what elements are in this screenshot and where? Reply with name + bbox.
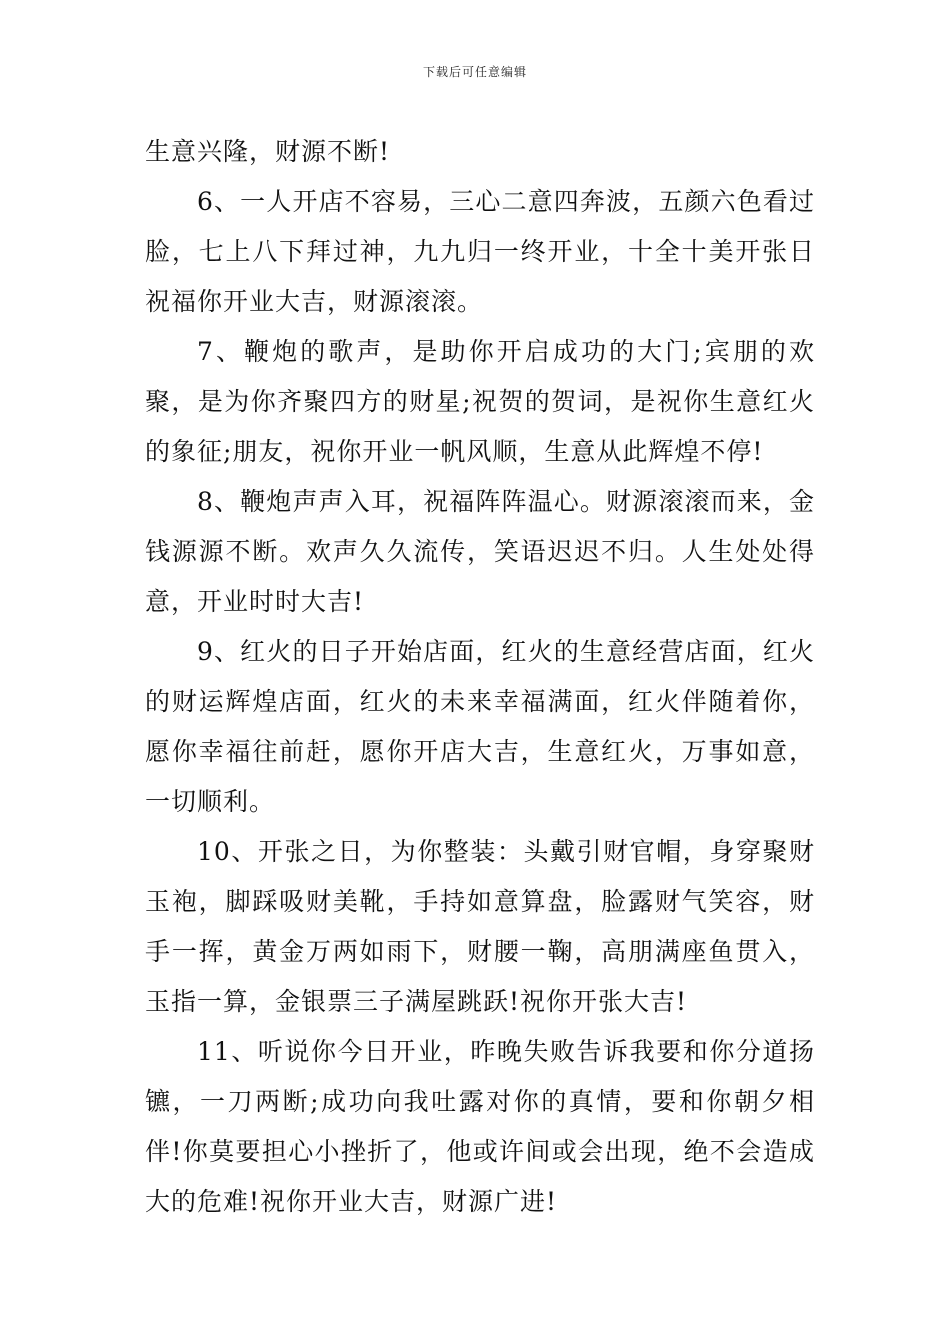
paragraph-continuation: 生意兴隆，财源不断! xyxy=(145,137,391,166)
paragraph-9: 9、红火的日子开始店面，红火的生意经营店面，红火的财运辉煌店面，红火的未来幸福满面，红火伴随着你，愿你幸福往前赶，愿你开店大吉，生意红火，万事如意，一切顺利。 xyxy=(145,637,815,816)
document-body xyxy=(145,127,815,1227)
paragraph-7: 7、鞭炮的歌声，是助你开启成功的大门;宾朋的欢聚，是为你齐聚四方的财星;祝贺的贺词，是祝你生意红火的象征;朋友，祝你开业一帆风顺，生意从此辉煌不停! xyxy=(145,337,815,466)
page-header: 下载后可任意编辑 xyxy=(422,65,527,79)
paragraph-11: 11、听说你今日开业，昨晚失败告诉我要和你分道扬镳，一刀两断;成功向我吐露对你的真情，要和你朝夕相伴!你莫要担心小挫折了，他或许间或会出现，绝不会造成大的危难!祝你开业大吉，财源广进! xyxy=(145,1037,815,1216)
paragraph-6: 6、一人开店不容易，三心二意四奔波，五颜六色看过脸，七上八下拜过神，九九归一终开业，十全十美开张日祝福你开业大吉，财源滚滚。 xyxy=(145,187,815,316)
paragraph-10: 10、开张之日，为你整装：头戴引财官帽，身穿聚财玉袍，脚踩吸财美靴，手持如意算盘，脸露财气笑容，财手一挥，黄金万两如雨下，财腰一鞠，高朋满座鱼贯入，玉指一算，金银票三子满屋跳跃!祝你开张大吉! xyxy=(145,837,815,1016)
paragraph-8: 8、鞭炮声声入耳，祝福阵阵温心。财源滚滚而来，金钱源源不断。欢声久久流传，笑语迟迟不归。人生处处得意，开业时时大吉! xyxy=(145,487,815,616)
